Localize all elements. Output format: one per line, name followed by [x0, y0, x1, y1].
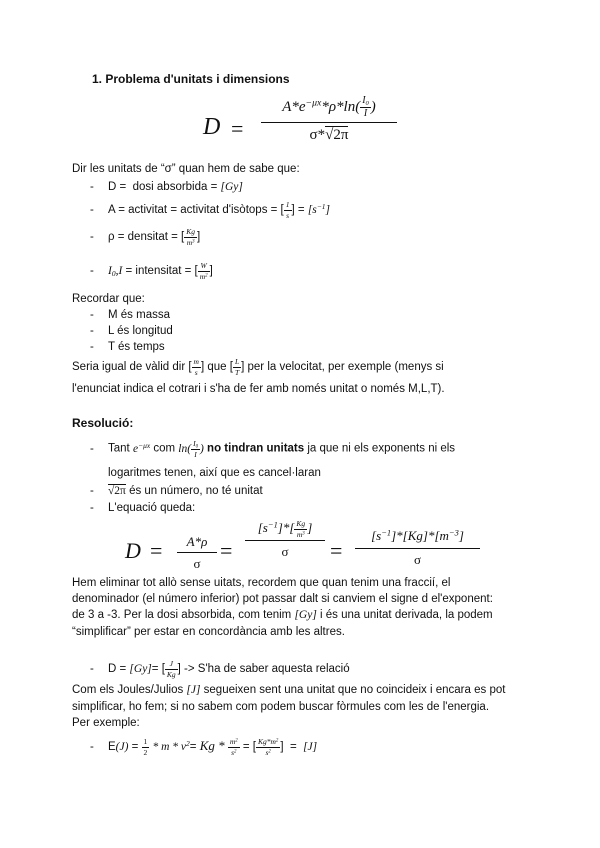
- unit-equation: D = A*ρ σ = $[s^{-1}]*$[ $\frac{Kg}{m^3}$ ] σ = $[s^{-1}]*[Kg]*[m^{-3}]$ σ: [125, 520, 485, 578]
- main-formula: D = $A*e^{-\mu x}*\rho*\ln$( $\frac{I_0}{I}$ ) σ*√2π: [203, 96, 403, 160]
- paragraph-line: Hem eliminar tot allò sense uitats, recordem que quan tenim una fraccií, el: [72, 577, 451, 589]
- intro-text: Dir les unitats de “σ” quan hem de sabe que:: [72, 163, 300, 175]
- paragraph-line: “simplificar” per estar en concordància amb les altres.: [72, 626, 345, 638]
- paragraph-line: simplificar, ho fem; si no sabem com podem buscar fòrmules com les de l'energia.: [72, 701, 490, 713]
- remember-label: Recordar que:: [72, 293, 145, 305]
- paragraph-line: denominador (el número inferior) pot passar dalt si canviem el signe d el'exponent:: [72, 593, 493, 605]
- resolution-item-1-cont: logaritmes tenen, així que es cancel·laran: [108, 467, 321, 479]
- given-item-activity: - A = activitat = activitat d'isòtops = [ $\frac{1}{s}$ ] = $[s^{-1}]$: [90, 200, 331, 220]
- paragraph-line: Per exemple:: [72, 717, 140, 729]
- relation-item: - D = [Gy]= [ $\frac{J}{Kg}$ ] -> S'ha de saber aquesta relació: [90, 659, 350, 679]
- remember-item: - L és longitud: [90, 325, 173, 337]
- note-line-1: Seria igual de vàlid dir [ $\frac{m}{s}$ ] que [ $\frac{L}{T}$ ] per la velocitat, per exemple (menys si: [72, 357, 444, 377]
- resolution-title: Resolució:: [72, 416, 134, 430]
- heading: 1. Problema d'unitats i dimensions: [92, 72, 290, 86]
- energy-item: - E(J) = $\frac{1}{2}$ * $m * v^2= Kg$ * $\frac{m^2}{s^2}$ = [ $\frac{Kg*m^2}{s^2}$ ] = [J]: [90, 737, 318, 757]
- given-item-dose: - D = dosi absorbida = [Gy]: [90, 181, 243, 193]
- paragraph-line: de 3 a -3. Per la dosi absorbida, com tenim [Gy] i és una unitat derivada, la podem: [72, 609, 493, 621]
- note-line-2: l'enunciat indica el cotrari i s'ha de fer amb només unitat o només M,L,T).: [72, 383, 445, 395]
- resolution-item-1: - Tant $e^{-\mu x}$ com ln( $\frac{I_0}{I}$ ) no tindran unitats ja que ni els exponents ni els: [90, 439, 456, 459]
- remember-item: - M és massa: [90, 309, 170, 321]
- paragraph-line: Com els Joules/Julios [J] segueixen sent una unitat que no coincideix i encara es pot: [72, 684, 506, 696]
- resolution-item-2: - √2π és un número, no té unitat: [90, 485, 263, 497]
- given-item-density: - ρ = densitat = [ $\frac{Kg}{m^3}$ ]: [90, 227, 201, 247]
- remember-item: - T és temps: [90, 341, 165, 353]
- resolution-item-3: - L'equació queda:: [90, 502, 196, 514]
- given-item-intensity: - $I_0,I$ = intensitat = [ $\frac{W}{m^2}$ ]: [90, 261, 213, 281]
